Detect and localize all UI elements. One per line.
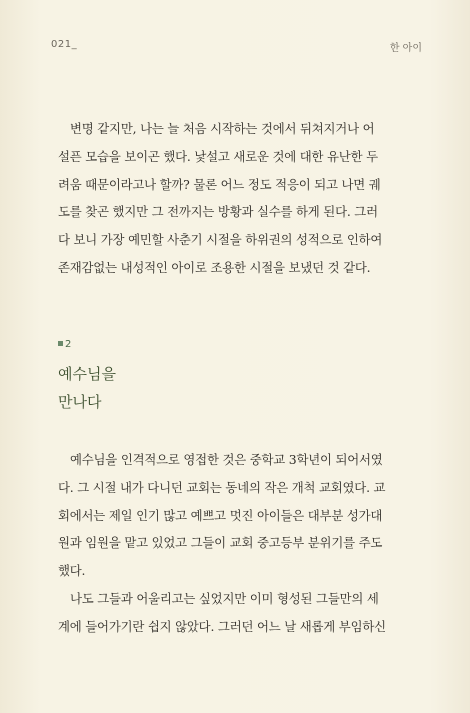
text-line: 회에서는 제일 인기 많고 예쁘고 멋진 아이들은 대부분 성가대 [58,507,383,523]
text-line: 설픈 모습을 보이곤 했다. 낯설고 새로운 것에 대한 유난한 두 [58,148,378,164]
running-title: 한 아이 [389,43,422,54]
text-line: 다 보니 가장 예민할 사춘기 시절을 하위권의 성적으로 인하여 [58,232,383,248]
page-number: 021_ [51,39,78,50]
text-line: 다. 그 시절 내가 다니던 교회는 동네의 작은 개척 교회였다. 교 [58,479,386,495]
section-number [58,339,71,350]
section-title-line: 예수님을 [58,365,116,383]
text-line: 했다. [58,563,86,579]
text-line: 려움 때문이라고나 할까? 물론 어느 정도 적응이 되고 나면 궤 [58,176,381,192]
paragraph-2 [58,446,414,641]
section-title-line: 만나다 [58,393,102,411]
text-line: 도를 찾곤 했지만 그 전까지는 방황과 실수를 하게 된다. 그러 [58,204,378,220]
text-line: 존재감없는 내성적인 아이로 조용한 시절을 보냈던 것 같다. [58,259,371,275]
paragraph-1 [58,115,414,282]
text-line: 원과 임원을 맡고 있었고 그들이 교회 중고등부 분위기를 주도 [58,535,383,551]
section-number-value: 2 [65,339,72,350]
section-title [58,360,116,416]
text-line: 나도 그들과 어울리고는 싶었지만 이미 형성된 그들만의 세 [70,590,379,606]
section-marker-icon [58,341,63,346]
text-line: 계에 들어가기란 쉽지 않았다. 그러던 어느 날 새롭게 부임하신 [58,618,386,634]
text-line: 예수님을 인격적으로 영접한 것은 중학교 3학년이 되어서였 [70,452,383,467]
text-line: 변명 같지만, 나는 늘 처음 시작하는 것에서 뒤쳐지거나 어 [70,121,375,136]
